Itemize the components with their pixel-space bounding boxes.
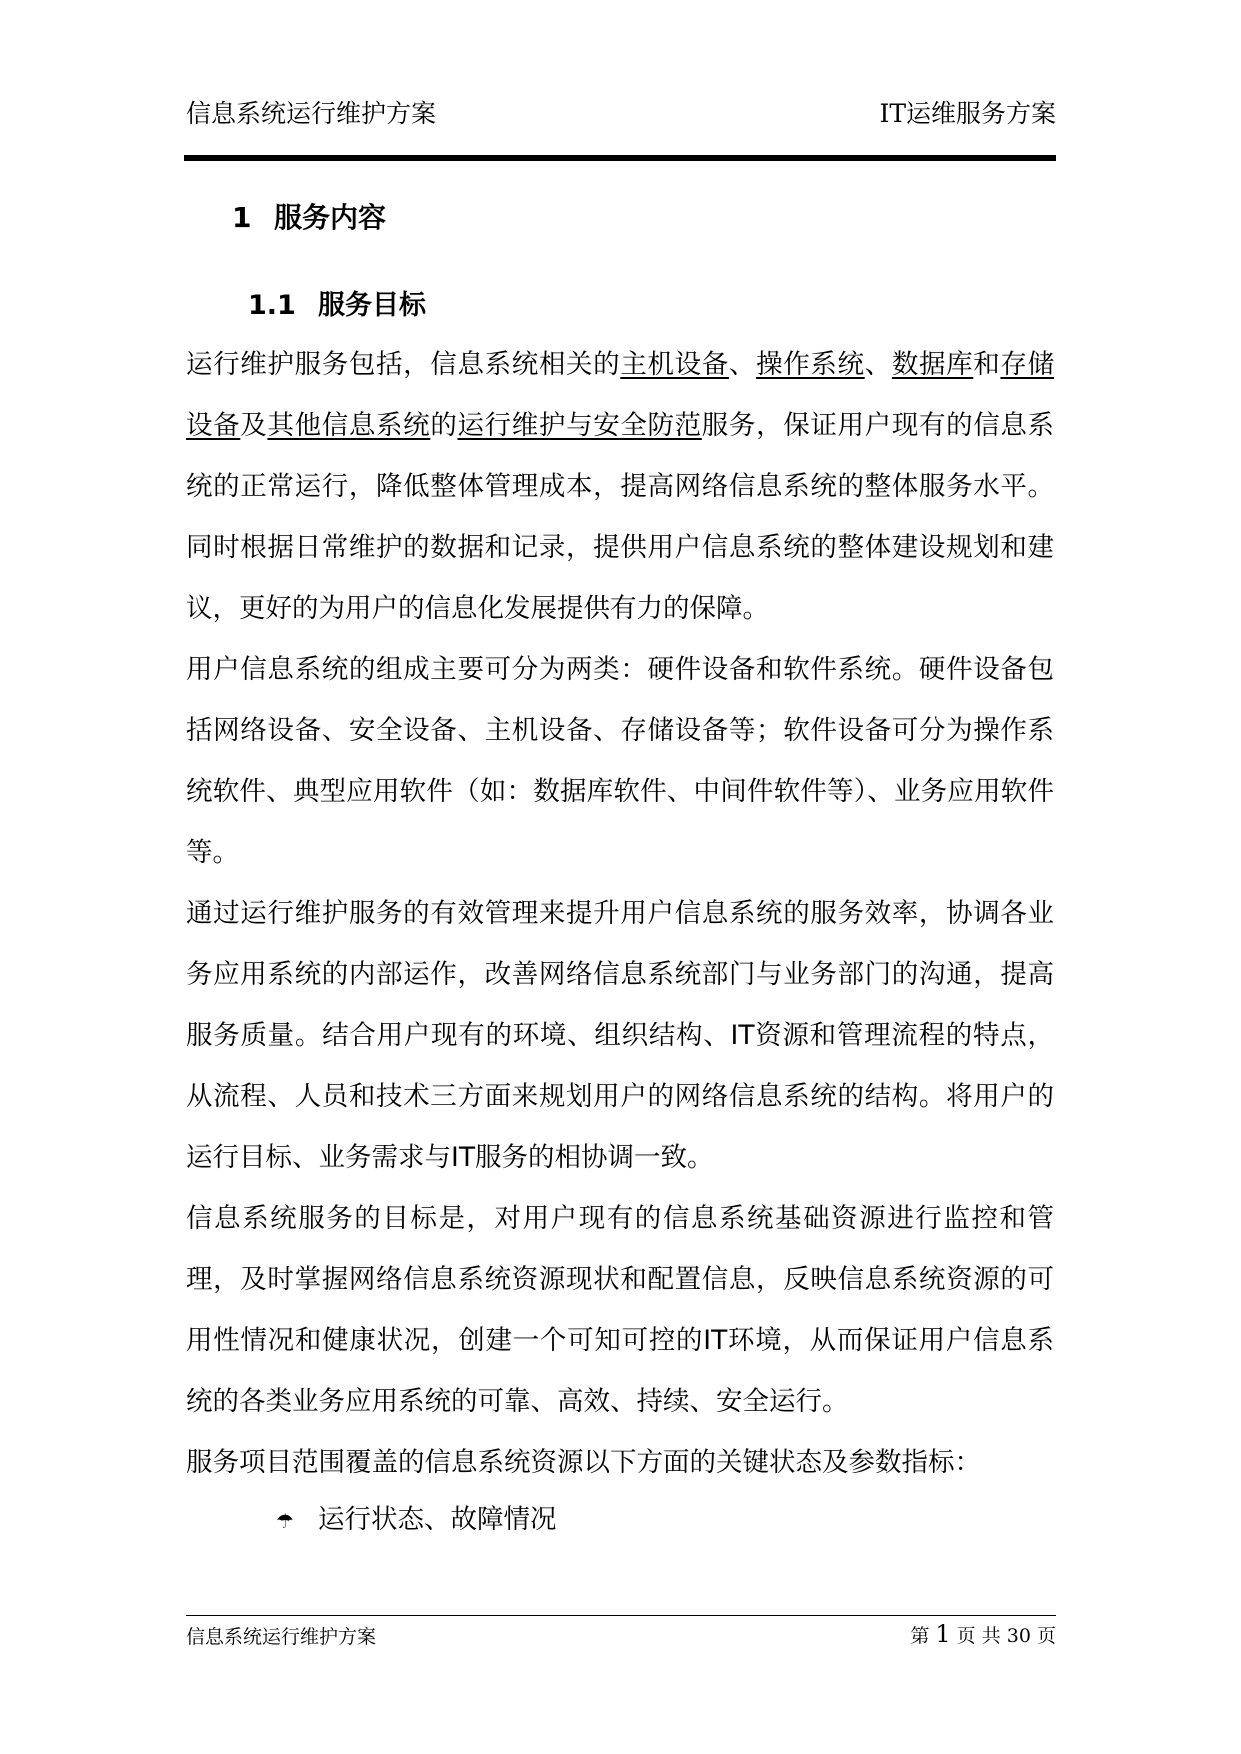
- paragraph-management: 通过运行维护服务的有效管理来提升用户信息系统的服务效率，协调各业务应用系统的内部运作，改善网络信息系统部门与业务部门的沟通，提高服务质量。结合用户现有的环境、组织结构、IT资源和管理流程的特点，从流程、人员和技术三方面来规划用户的网络信息系统的结构。将用户的运行目标、业务需求与IT服务的相协调一致。: [186, 898, 1054, 1173]
- body-text: [186, 334, 1054, 1493]
- section-title: 服务内容: [274, 201, 387, 234]
- paragraph-system-composition: 用户信息系统的组成主要可分为两类：硬件设备和软件系统。硬件设备包括网络设备、安全设备、主机设备、存储设备等；软件设备可分为操作系统软件、典型应用软件（如：数据库软件、中间件软件等）、业务应用软件等。: [186, 654, 1054, 868]
- footer-doc-title: 信息系统运行维护方案: [186, 1626, 377, 1648]
- text-run: 的: [430, 410, 458, 441]
- umbrella-icon: ☂: [276, 1509, 294, 1533]
- header-divider: [184, 155, 1056, 161]
- footer-divider: [186, 1615, 1056, 1616]
- subsection-number: 1.1: [248, 290, 296, 321]
- underlined-term-storage: 存储设备: [186, 349, 1055, 441]
- section-number: 1: [232, 201, 252, 234]
- underlined-term-other-systems: 其他信息系统: [267, 410, 431, 441]
- page-number: [910, 1620, 1056, 1648]
- subsection-title: 服务目标: [318, 290, 426, 321]
- page-mid: 页 共: [956, 1625, 1001, 1647]
- header-doc-title: 信息系统运行维护方案: [186, 99, 437, 128]
- paragraph-coverage: 服务项目范围覆盖的信息系统资源以下方面的关键状态及参数指标：: [186, 1447, 981, 1478]
- page-suffix: 页: [1036, 1625, 1056, 1647]
- bullet-item: [276, 1500, 557, 1541]
- text-run: 和: [973, 349, 1001, 380]
- text-run: 、: [728, 349, 757, 380]
- page-total: 30: [1006, 1625, 1031, 1647]
- underlined-term-database: 数据库: [891, 349, 974, 380]
- paragraph-objectives: 信息系统服务的目标是，对用户现有的信息系统基础资源进行监控和管理，及时掌握网络信息系统资源现状和配置信息，反映信息系统资源的可用性情况和健康状况，创建一个可知可控的IT环境，从而保证用户信息系统的各类业务应用系统的可靠、高效、持续、安全运行。: [186, 1203, 1054, 1417]
- text-run: 服务，保证用户现有的信息系统的正常运行，降低整体管理成本，提高网络信息系统的整体服务水平。同时根据日常维护的数据和记录，提供用户信息系统的整体建设规划和建议，更好的为用户的信息化发展提供有力的保障。: [186, 410, 1055, 624]
- underlined-term-host-devices: 主机设备: [620, 349, 729, 380]
- header-section-title: IT运维服务方案: [879, 99, 1056, 128]
- text-run: 运行维护服务包括，信息系统相关的: [186, 349, 621, 380]
- page-prefix: 第: [910, 1625, 930, 1647]
- subsection-heading: [248, 283, 426, 322]
- bullet-text: 运行状态、故障情况: [318, 1504, 557, 1535]
- page-current: 1: [935, 1620, 951, 1648]
- page-header: [186, 94, 1056, 130]
- page-footer: [186, 1620, 1056, 1650]
- text-run: 、: [864, 349, 892, 380]
- text-run: 及: [240, 410, 268, 441]
- paragraph-service-scope: [186, 334, 1054, 639]
- underlined-term-ops-security: 运行维护与安全防范: [457, 410, 702, 441]
- section-heading: [232, 196, 386, 236]
- underlined-term-os: 操作系统: [756, 349, 865, 380]
